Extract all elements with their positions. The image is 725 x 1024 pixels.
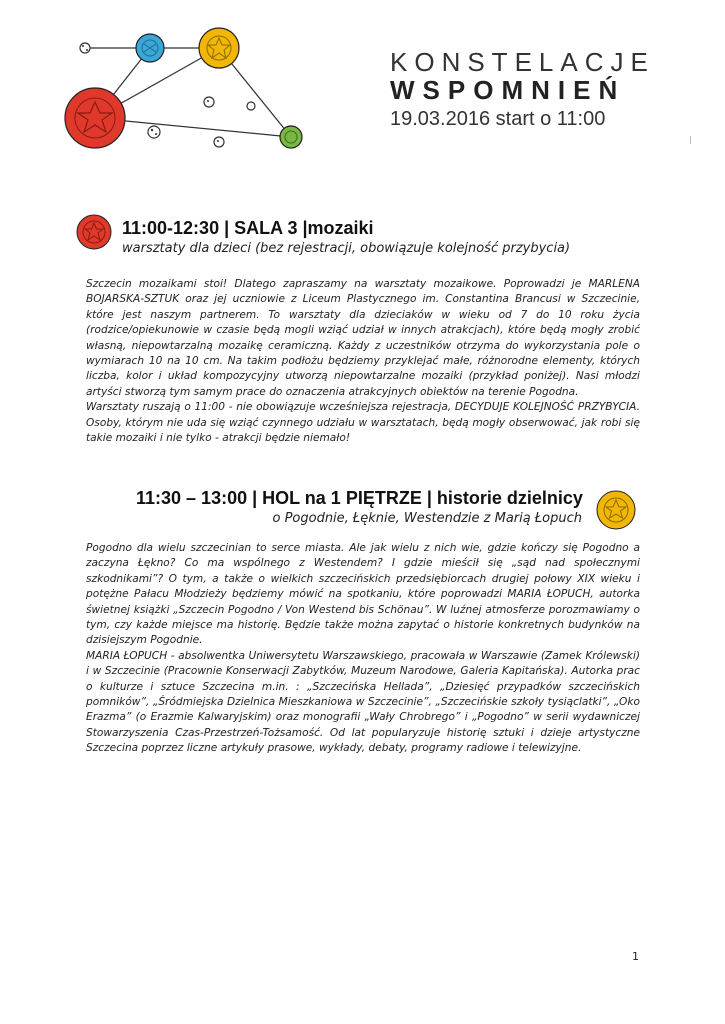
section2-body	[86, 541, 640, 757]
page-number: 1	[632, 950, 639, 963]
small-planet-icon	[214, 137, 224, 147]
yellow-planet-icon	[199, 28, 239, 68]
section1-title: 11:00-12:30 | SALA 3 |mozaiki	[122, 218, 374, 238]
small-planet-icon	[148, 126, 160, 138]
yellow-star-badge-icon	[596, 490, 636, 530]
section2-title: 11:30 – 13:00 | HOL na 1 PIĘTRZE | historie dzielnicy	[136, 488, 583, 508]
small-planet-icon	[204, 97, 214, 107]
section1-subtitle: warsztaty dla dzieci (bez rejestracji, obowiązuje kolejność przybycia)	[122, 241, 571, 256]
event-title-block	[390, 48, 690, 132]
event-date: 19.03.2016 start o 11:00	[390, 108, 606, 130]
constellation-logo	[55, 22, 315, 162]
edge-mark	[690, 136, 691, 144]
section2-paragraph: Pogodno dla wielu szczecinian to serce miasta. Ale jak wielu z nich wie, gdzie kończy się Pogodno a zaczyna Łękno? Co ma wspólnego z Westendem? I gdzie mieścił się „sąd nad społecznymi szkodnikami”? O tym, a także o wielkich szczecińskich przedsiębiorcach drugiej połowy XIX wieku i potężne Pałacu Młodzieży będziemy mówić na spotkaniu, które poprowadzi MARIA ŁOPUCH, autorka świetnej książki „Szczecin Pogodno / Von Westend bis Schönau”. W luźnej atmosferze porozmawiamy o tym, czy każde miejsce ma historię. Będzie także można zapytać o historie konkretnych budynków na dzisiejszym Pogodnie.	[86, 542, 640, 647]
small-planet-icon	[80, 43, 90, 53]
section2-paragraph: MARIA ŁOPUCH - absolwentka Uniwersytetu Warszawskiego, pracowała w Warszawie (Zamek Królewski) i w Szczecinie (Pracownie Konserwacji Zabytków, Muzeum Narodowe, Galeria Kapitańska). Autorka prac o kulturze i sztuce Szczecina m.in. : „Szczecińska Hellada”, „Dziesięć przypadków szczecińskich pomników”, „Śródmiejska Dzielnica Mieszkaniowa w Szczecinie”, „Szczecińskie szkoły tysiąclatki”, „Oko Erazma” (o Erazmie Kalwaryjskim) oraz monografii „Wały Chrobrego” i „Pogodno” w serii wydawniczej Stowarzyszenia Czas-Przestrzeń-Tożsamość. Od lat popularyzuje historię sztuki i dzieje artystyczne Szczecina poprzez liczne artykuły prasowe, wykłady, debaty, programy radiowe i telewizyjne.	[86, 649, 640, 755]
section1-paragraph: Warsztaty ruszają o 11:00 - nie obowiązuje wcześniejsza rejestracja, DECYDUJE KOLEJNOŚĆ PRZYBYCIA. Osoby, którym nie uda się wziąć czynnego udziału w warsztatach, będą mogły obserwować, jak robi się takie mozaiki i nie tylko - atrakcji będzie niemało!	[86, 401, 640, 445]
section2-subtitle: o Pogodnie, Łęknie, Westendzie z Marią Łopuch	[272, 511, 582, 526]
red-planet-icon	[65, 88, 125, 148]
section1-body	[86, 277, 640, 446]
section1-header	[122, 218, 570, 256]
title-line-1: KONSTELACJE	[390, 47, 655, 77]
title-line-2: WSPOMNIEŃ	[390, 75, 626, 105]
section1-paragraph: Szczecin mozaikami stoi! Dlatego zapraszamy na warsztaty mozaikowe. Poprowadzi je MARLENA BOJARSKA-SZTUK oraz jej uczniowie z Liceum Plastycznego im. Constantina Brancusi w Szczecinie, które jest naszym partnerem. To warsztaty dla dzieciaków w wieku od 7 do 10 roku życia (rodzice/opiekunowie w czasie będą mogli wziąć udział w innych atrakcjach), które będą mogły zrobić własną, niepowtarzalną mozaikę ceramiczną. Każdy z uczestników otrzyma do wykorzystania pole o wymiarach 10 na 10 cm. Na takim podłożu będziemy przyklejać małe, różnorodne elementy, których liczba, kolor i układ kompozycyjny utworzą niepowtarzalne mozaiki (przykład poniżej). Nasi młodzi artyści stworzą tym samym prace do oznaczenia atrakcyjnych obiektów na terenie Pogodna.	[86, 278, 640, 398]
red-star-badge-icon	[76, 214, 112, 250]
blue-planet-icon	[136, 34, 164, 62]
small-planet-icon	[247, 102, 255, 110]
green-planet-icon	[280, 126, 302, 148]
section2-header	[136, 488, 582, 526]
